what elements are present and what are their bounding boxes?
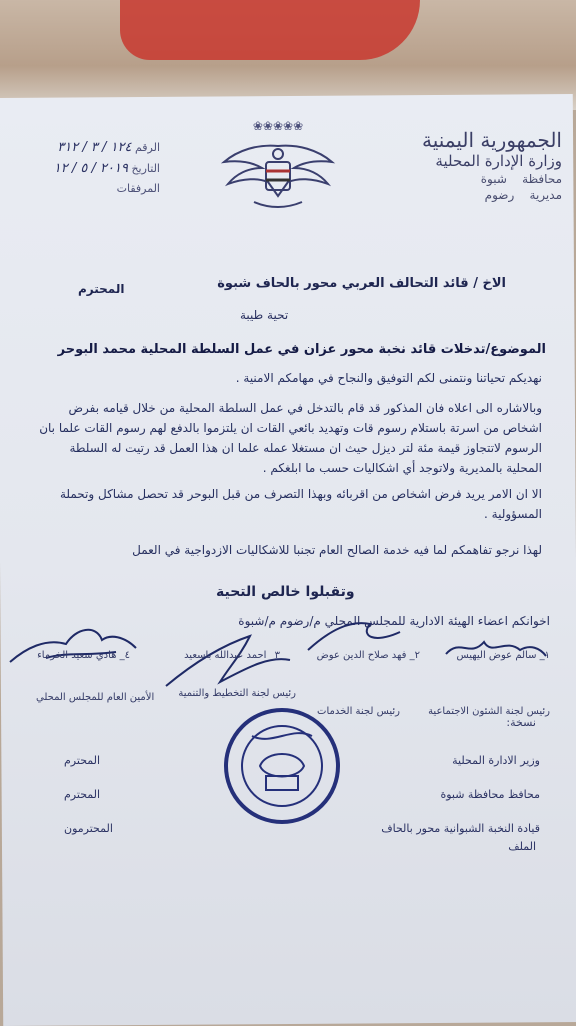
signatory-name-4: ٤_ هادي سعيد الخرماء (37, 650, 130, 661)
closing-line: وتقبلوا خالص التحية (216, 584, 355, 600)
addressee-respected: المحترم (78, 282, 125, 296)
date-label: التاريخ (131, 162, 160, 175)
signatory-names (0, 650, 550, 666)
addressee-line: الاخ / قائد التحالف العربي محور بالحاف شبوة (217, 276, 506, 291)
district-value: رضوم (484, 188, 515, 202)
date-value: ٢٠١٩ / ٥ / ١٢ (53, 161, 128, 176)
signatory-title-1: رئيس لجنة الشئون الاجتماعية (428, 706, 550, 717)
copy-suffix-1: المحترم (64, 754, 101, 767)
copy-recipient-2: محافظ محافظة شبوة (440, 788, 540, 801)
signatory-name-3: ٣_ احمد عبدالله باسعيد (184, 650, 280, 661)
signatory-name-2: ٢_ فهد صلاح الدين عوض (316, 650, 420, 661)
paragraph-4: لهذا نرجو تفاهمكم لما فيه خدمة الصالح العام تجنبا للاشكاليات الازدواجية في العمل (132, 543, 542, 557)
district-row (382, 188, 562, 202)
letterhead-right (382, 128, 562, 202)
greeting: تحية طيبة (240, 308, 289, 322)
signatory-title-4: الأمين العام للمجلس المحلي (36, 692, 155, 703)
paragraph-3: الا ان الامر يريد فرض اشخاص من اقربائه وبهذا التصرف من قبل البوحر قد تحصل مشاكل وتحملة المسؤولية . (59, 487, 542, 521)
ref-row (10, 140, 160, 155)
signatory-title-2: رئيس لجنة الخدمات (317, 706, 400, 717)
ref-label: الرقم (134, 141, 160, 154)
paragraph-2: وبالاشاره الى اعلاه فان المذكور قد قام بالتدخل في عمل السلطة المحلية من خلال قيامه بفرض اشخاص من اسرتة باستلام رسوم قات وتهديد بائعي القات ان يلتزموا بالدفع لهم رسوم القات علما بان الرسوم لاتتجاوز قيمة مئة لتر ديزل حيث ان مستغلا عمله علما ان هذا العمل قد رتيت له السلطة المحلية بالمديرية ولاتوجد أي اشكاليات حسب ما ابلغكم . (39, 401, 542, 475)
republic-title: الجمهورية اليمنية (421, 128, 562, 152)
paragraph-1: نهديكم تحياتنا ونتمنى لكم التوفيق والنجاح في مهامكم الامنية . (235, 371, 542, 385)
copy-recipient-1: وزير الادارة المحلية (452, 754, 540, 767)
copies-list (340, 744, 540, 846)
yemen-eagle-emblem (218, 116, 338, 216)
copies-suffix-list (64, 744, 144, 846)
signatory-name-1: ١_ سالم عوض اليهيس (456, 650, 550, 661)
ministry-title: وزارة الإدارة المحلية (435, 152, 562, 170)
attachments-label: المرفقات (116, 182, 160, 195)
file-label: الملف (508, 840, 536, 853)
governorate-row (382, 172, 562, 186)
svg-text:❀❀❀❀❀: ❀❀❀❀❀ (252, 119, 304, 133)
governorate-label: محافظة (522, 172, 562, 186)
governorate-value: شبوة (480, 172, 507, 186)
copy-suffix-2: المحترم (64, 788, 101, 801)
letter-paper (0, 94, 576, 1026)
background-fabric (120, 0, 420, 60)
copies-label: نسخة: (506, 716, 536, 729)
subject-line: الموضوع/تدخلات قائد نخبة محور عزان في عمل السلطة المحلية محمد البوحر (57, 342, 546, 357)
official-stamp (222, 706, 342, 826)
copy-suffix-3: المحترمون (64, 822, 113, 835)
signatories-heading: اخوانكم اعضاء الهيئة الادارية للمجلس المحلي م/رضوم م/شبوة (238, 614, 550, 628)
attachments-row (10, 182, 160, 195)
signatory-title-3: رئيس لجنة التخطيط والتنمية (178, 688, 296, 699)
copy-recipient-3: قيادة النخبة الشبوانية محور بالحاف (381, 822, 540, 835)
date-row (10, 161, 160, 176)
letterhead-left (10, 140, 160, 201)
ref-value: ١٢٤ / ٣ / ٣١٢ (57, 140, 132, 155)
district-label: مديرية (529, 188, 562, 202)
